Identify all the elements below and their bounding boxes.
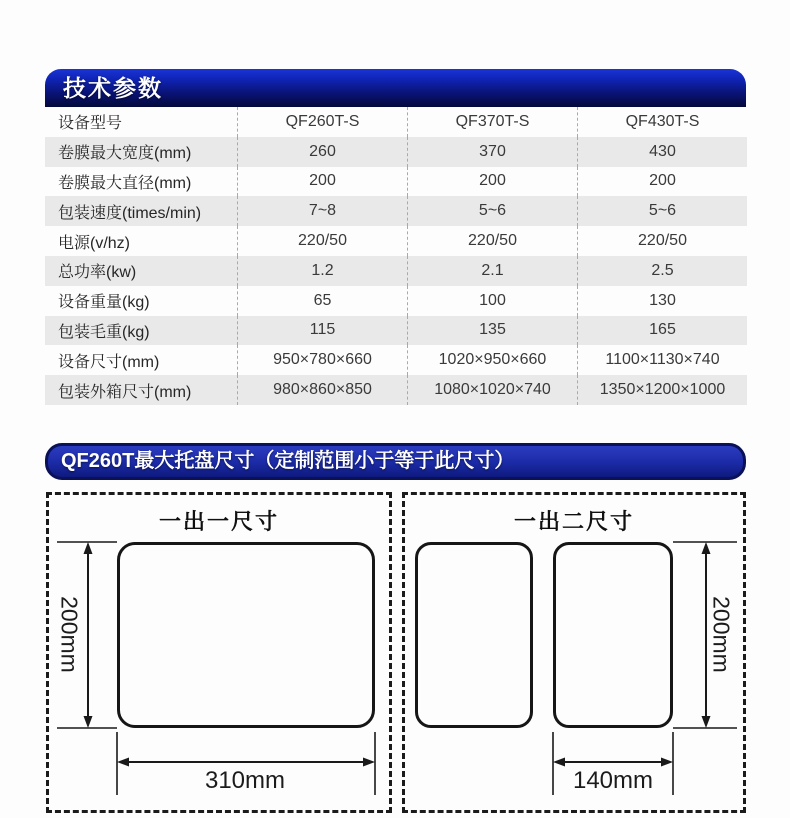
table-cell: 200 xyxy=(407,167,577,197)
height-dimension-label: 200mm xyxy=(708,596,735,673)
panel-two-title: 一出二尺寸 xyxy=(513,509,634,534)
table-cell: QF430T-S xyxy=(577,107,747,137)
table-cell: 2.5 xyxy=(577,256,747,286)
width-dimension-label: 140mm xyxy=(572,767,654,794)
table-cell: 1080×1020×740 xyxy=(407,375,577,405)
panel-one-out-one xyxy=(46,492,392,813)
table-cell: 100 xyxy=(407,286,577,316)
tray-size-banner xyxy=(45,443,746,480)
table-cell: 220/50 xyxy=(407,226,577,256)
table-row xyxy=(45,316,747,346)
tray-size-title: QF260T最大托盘尺寸（定制范围小于等于此尺寸） xyxy=(61,450,515,472)
table-cell: 130 xyxy=(577,286,747,316)
row-label: 包装外箱尺寸(mm) xyxy=(58,383,192,401)
table-cell: 2.1 xyxy=(407,256,577,286)
row-label: 设备型号 xyxy=(58,115,123,133)
table-cell: 430 xyxy=(577,137,747,167)
table-row xyxy=(45,167,747,197)
table-cell: 220/50 xyxy=(577,226,747,256)
table-cell: 220/50 xyxy=(237,226,407,256)
table-cell: 950×780×660 xyxy=(237,345,407,375)
table-cell: 1350×1200×1000 xyxy=(577,375,747,405)
table-cell: 5~6 xyxy=(577,196,747,226)
tech-params-banner xyxy=(45,69,746,107)
row-label: 卷膜最大宽度(mm) xyxy=(58,145,192,163)
row-label: 总功率(kw) xyxy=(58,264,137,282)
table-cell: 115 xyxy=(237,316,407,346)
table-cell: 1.2 xyxy=(237,256,407,286)
table-row xyxy=(45,137,747,167)
row-label: 设备尺寸(mm) xyxy=(58,353,160,371)
table-row xyxy=(45,107,747,137)
row-label: 电源(v/hz) xyxy=(58,234,131,252)
table-cell: QF370T-S xyxy=(407,107,577,137)
table-row xyxy=(45,345,747,375)
tech-params-title: 技术参数 xyxy=(63,75,163,101)
table-row xyxy=(45,256,747,286)
tray-outline-left xyxy=(415,542,533,728)
tray-outline-right xyxy=(553,542,673,728)
table-cell: 1020×950×660 xyxy=(407,345,577,375)
row-label: 包装毛重(kg) xyxy=(58,323,150,341)
table-row xyxy=(45,196,747,226)
table-cell: QF260T-S xyxy=(237,107,407,137)
table-cell: 1100×1130×740 xyxy=(577,345,747,375)
panel-one-out-two xyxy=(402,492,746,813)
table-cell: 65 xyxy=(237,286,407,316)
table-row xyxy=(45,286,747,316)
height-dimension-label: 200mm xyxy=(56,596,83,673)
table-cell: 370 xyxy=(407,137,577,167)
table-cell: 5~6 xyxy=(407,196,577,226)
row-label: 卷膜最大直径(mm) xyxy=(58,174,192,192)
table-cell: 165 xyxy=(577,316,747,346)
table-row xyxy=(45,226,747,256)
table-cell: 7~8 xyxy=(237,196,407,226)
table-cell: 980×860×850 xyxy=(237,375,407,405)
table-cell: 200 xyxy=(577,167,747,197)
width-dimension-label: 310mm xyxy=(204,767,286,794)
row-label: 设备重量(kg) xyxy=(58,294,150,312)
table-cell: 200 xyxy=(237,167,407,197)
row-label: 包装速度(times/min) xyxy=(58,204,202,222)
tray-outline-single xyxy=(117,542,375,728)
panel-one-title: 一出一尺寸 xyxy=(158,509,279,534)
table-row xyxy=(45,375,747,405)
table-cell: 260 xyxy=(237,137,407,167)
table-cell: 135 xyxy=(407,316,577,346)
spec-table xyxy=(45,107,747,405)
